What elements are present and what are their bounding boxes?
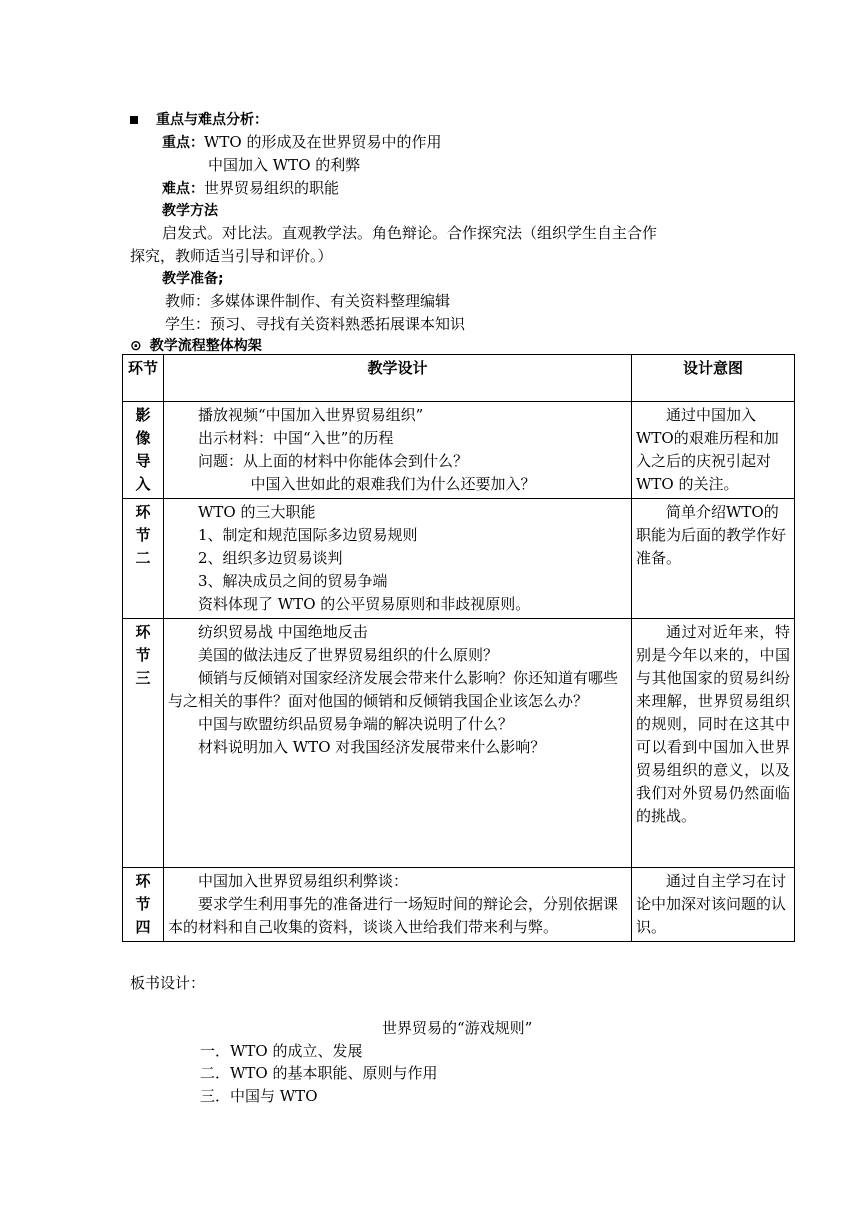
- analysis-heading: 重点与难点分析：: [130, 109, 268, 132]
- method-heading: 教学方法: [162, 203, 218, 219]
- intent-cell: 简单介绍WTO的职能为后面的教学作好准备。: [632, 499, 795, 619]
- bullet-square-icon: [130, 116, 138, 124]
- prep-heading: 教学准备;: [162, 271, 224, 287]
- design-cell: 播放视频“中国加入世界贸易组织” 出示材料：中国“入世”的历程 问题：从上面的材料中你能体会到什么？ 中国入世如此的艰难我们为什么还要加入？: [164, 402, 632, 499]
- header-intent: 设计意图: [632, 355, 795, 402]
- lesson-flow-table: [122, 354, 795, 942]
- prep-teacher: 教师：多媒体课件制作、有关资料整理编辑: [165, 292, 451, 310]
- design-cell: 中国加入世界贸易组织利弊谈： 要求学生利用事先的准备进行一场短时间的辩论会，分别依据课本的材料和自己收集的资料，谈谈入世给我们带来利与弊。: [164, 868, 632, 942]
- key-point-line: 重点：WTO 的形成及在世界贸易中的作用: [162, 133, 442, 151]
- key-point-line-2: 中国加入 WTO 的利弊: [208, 156, 361, 174]
- intent-cell: 通过对近年来，特别是今年以来的，中国与其他国家的贸易纠纷来理解，世界贸易组织的规则，同时在这其中可以看到中国加入世界贸易组织的意义，以及我们对外贸易仍然面临的挑战。: [632, 619, 795, 868]
- stage-cell: 环 节 四: [123, 868, 164, 942]
- design-cell: 纺织贸易战 中国绝地反击 美国的做法违反了世界贸易组织的什么原则？ 倾销与反倾销对国家经济发展会带来什么影响？你还知道有哪些与之相关的事件？面对他国的倾销和反倾销我国企业该怎么办？ 中国与欧盟纺织品贸易争端的解决说明了什么？ 材料说明加入 WTO 对我国经济发展带来什么影响？: [164, 619, 632, 868]
- stage-cell: 环 节 二: [123, 499, 164, 619]
- prep-student: 学生：预习、寻找有关资料熟悉拓展课本知识: [165, 315, 466, 333]
- board-item-2: 二．WTO 的基本职能、原则与作用: [200, 1064, 438, 1082]
- circle-dot-icon: ⊙: [130, 338, 142, 354]
- method-line-2: 探究，教师适当引导和评价。）: [130, 247, 333, 265]
- board-item-3: 三．中国与 WTO: [200, 1087, 318, 1105]
- board-item-1: 一．WTO 的成立、发展: [200, 1042, 363, 1060]
- board-title: 世界贸易的“游戏规则”: [382, 1019, 533, 1037]
- stage-cell: 环 节 三: [123, 619, 164, 868]
- table-row: [123, 619, 795, 868]
- stage-cell: 影 像 导 入: [123, 402, 164, 499]
- table-row: [123, 402, 795, 499]
- method-line-1: 启发式。对比法。直观教学法。角色辩论。合作探究法（组织学生自主合作: [162, 224, 658, 242]
- header-stage: 环节: [123, 355, 164, 402]
- intent-cell: 通过自主学习在讨论中加深对该问题的认识。: [632, 868, 795, 942]
- design-cell: WTO 的三大职能 1、制定和规范国际多边贸易规则 2、组织多边贸易谈判 3、解决成员之间的贸易争端 资料体现了 WTO 的公平贸易原则和非歧视原则。: [164, 499, 632, 619]
- flow-heading: ⊙ 教学流程整体构架: [130, 338, 262, 354]
- table-header-row: [123, 355, 795, 402]
- board-label: 板书设计：: [130, 974, 206, 992]
- header-design: 教学设计: [164, 355, 632, 402]
- difficult-point-line: 难点：世界贸易组织的职能: [162, 179, 340, 197]
- intent-cell: 通过中国加入WTO的艰难历程和加入之后的庆祝引起对 WTO 的关注。: [632, 402, 795, 499]
- table-row: [123, 868, 795, 942]
- table-row: [123, 499, 795, 619]
